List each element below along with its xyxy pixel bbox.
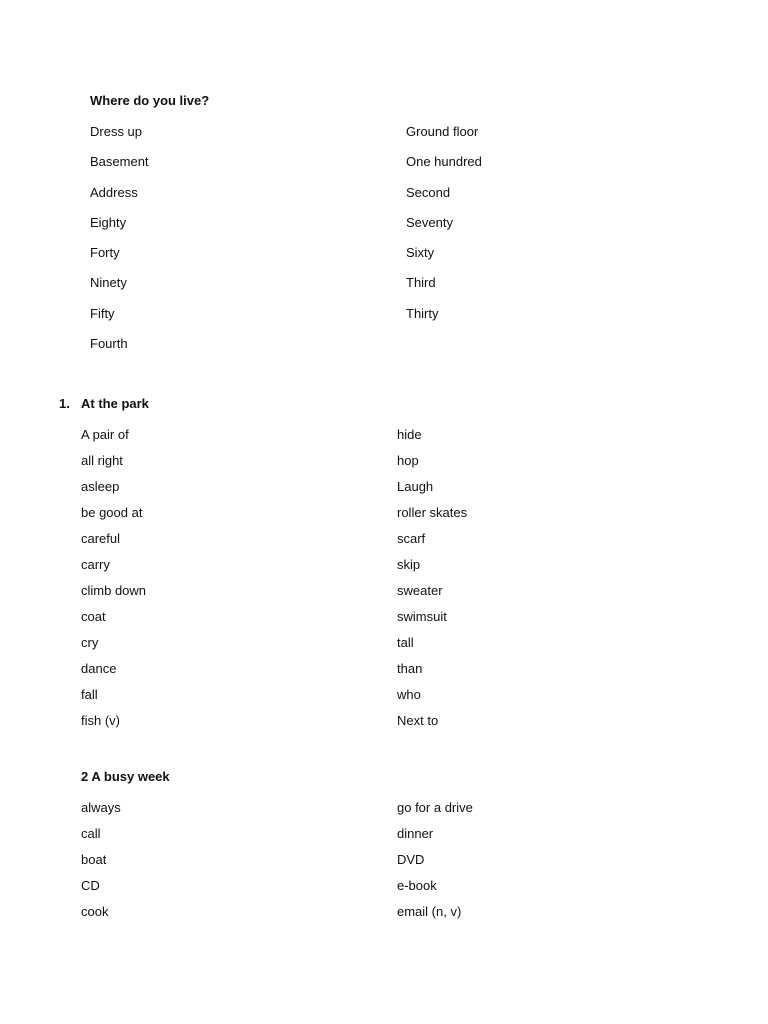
word-item: One hundred [406, 154, 482, 170]
word-item: fish (v) [81, 713, 120, 728]
word-item: climb down [81, 583, 147, 598]
word-item: Second [406, 184, 451, 200]
word-item: Next to [397, 713, 439, 728]
word-item: Fourth [90, 336, 128, 352]
word-item: carry [81, 557, 110, 572]
word-item: asleep [81, 479, 120, 494]
word-list-right [397, 426, 467, 738]
word-item: CD [81, 878, 100, 893]
word-item: e-book [397, 878, 437, 893]
list-number: 1. [59, 396, 70, 411]
word-item: dinner [397, 826, 434, 841]
word-item: careful [81, 531, 121, 546]
word-item: Eighty [90, 214, 127, 230]
word-list-left [81, 799, 121, 929]
word-list-right [397, 799, 473, 929]
word-item: Forty [90, 245, 120, 261]
word-item: cook [81, 904, 109, 919]
word-item: Fifty [90, 305, 115, 321]
word-item: A pair of [81, 427, 129, 442]
word-item: skip [397, 557, 421, 572]
word-item: scarf [397, 531, 426, 546]
word-item: hop [397, 453, 419, 468]
word-item: Ground floor [406, 124, 479, 139]
word-item: Third [406, 275, 436, 291]
word-list-right [406, 123, 482, 335]
section-heading-at-the-park: At the park [81, 396, 149, 411]
word-item: boat [81, 852, 107, 867]
word-item: roller skates [397, 505, 468, 520]
word-item: who [397, 687, 421, 702]
word-item: Laugh [397, 479, 434, 494]
word-item: hide [397, 427, 422, 442]
word-item: all right [81, 453, 123, 468]
word-item: Seventy [406, 214, 453, 230]
word-item: go for a drive [397, 800, 473, 815]
word-item: coat [81, 609, 106, 624]
word-item: Thirty [406, 305, 439, 321]
word-item: always [81, 800, 121, 815]
word-item: Basement [90, 154, 149, 170]
word-item: than [397, 661, 423, 676]
section-heading-where-do-you-live: Where do you live? [90, 93, 210, 108]
word-item: tall [397, 635, 414, 650]
word-item: email (n, v) [397, 904, 462, 919]
word-item: Ninety [90, 275, 127, 291]
word-item: Address [90, 184, 138, 200]
word-item: DVD [397, 852, 425, 867]
word-list-left [81, 426, 146, 738]
word-item: fall [81, 687, 98, 702]
word-list-left [90, 123, 149, 365]
word-item: Dress up [90, 124, 143, 139]
word-item: Sixty [406, 245, 435, 261]
word-item: call [81, 826, 101, 841]
word-item: sweater [397, 583, 443, 598]
word-item: be good at [81, 505, 143, 520]
word-item: dance [81, 661, 117, 676]
word-item: cry [81, 635, 99, 650]
section-heading-a-busy-week: 2 A busy week [81, 769, 170, 784]
word-item: swimsuit [397, 609, 447, 624]
